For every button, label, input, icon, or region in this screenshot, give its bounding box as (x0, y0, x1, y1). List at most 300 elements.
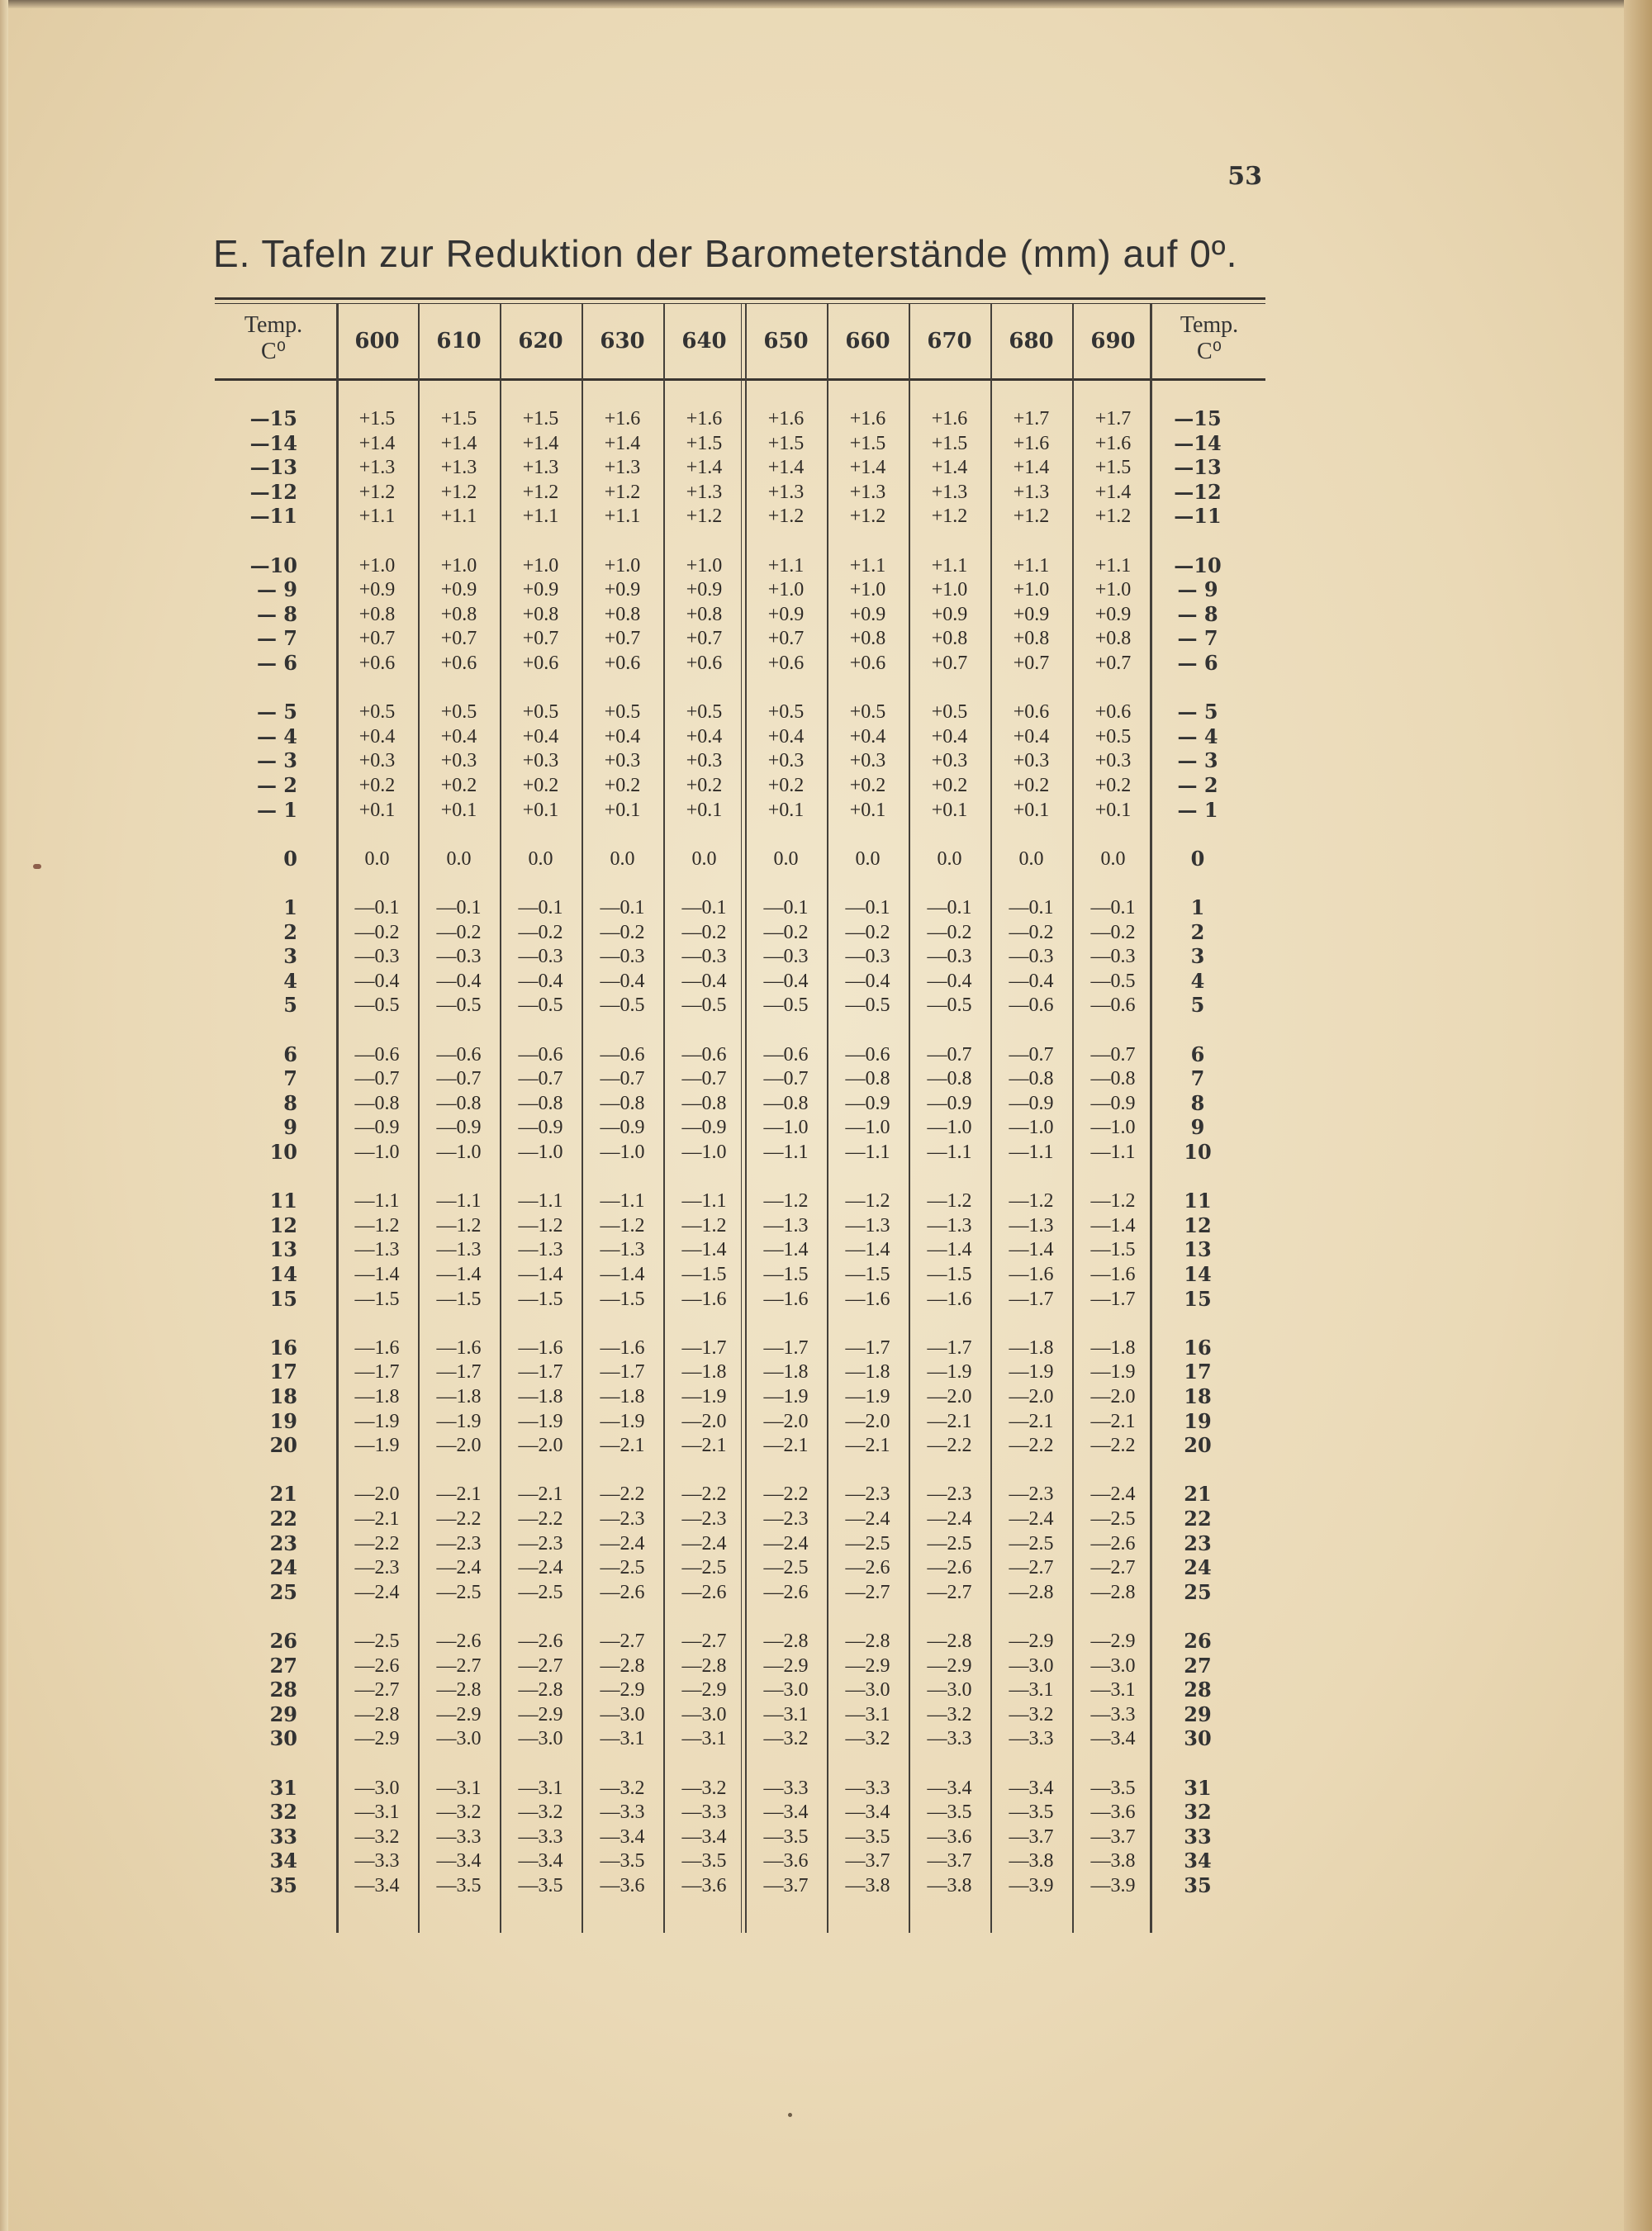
temp-label-right: — 4 (1177, 724, 1218, 748)
correction-value: —0.2 (354, 921, 400, 943)
temp-label-left: 21 (269, 1482, 297, 1507)
temp-label-left: 22 (269, 1507, 297, 1531)
correction-value: —1.7 (845, 1336, 890, 1359)
correction-value: —2.7 (681, 1631, 727, 1652)
correction-value: —0.7 (927, 1043, 972, 1066)
correction-value: —0.1 (354, 897, 400, 919)
correction-value: —0.6 (436, 1043, 482, 1066)
correction-value: +1.1 (767, 554, 805, 577)
correction-value: —3.4 (681, 1825, 727, 1848)
correction-value: 0.0 (691, 847, 717, 870)
correction-value: —1.3 (1009, 1214, 1054, 1237)
correction-value: —2.3 (436, 1532, 482, 1555)
correction-value: —2.9 (1009, 1631, 1054, 1652)
correction-value: +0.3 (1094, 750, 1132, 772)
correction-value: +0.3 (522, 750, 559, 772)
table-row (0, 651, 1652, 676)
correction-value: —3.1 (600, 1728, 645, 1750)
temp-label-left: 0 (283, 846, 297, 871)
correction-value: —1.0 (518, 1142, 563, 1163)
correction-value: —2.6 (1090, 1532, 1136, 1555)
correction-value: —0.7 (354, 1068, 400, 1090)
correction-value: —1.2 (927, 1190, 972, 1213)
correction-value: +1.4 (522, 432, 559, 454)
correction-value: —1.8 (681, 1361, 727, 1384)
temp-label-right: 4 (1190, 968, 1205, 993)
correction-value: +0.5 (440, 701, 477, 724)
correction-value: —1.5 (436, 1288, 482, 1310)
table-row (0, 1262, 1652, 1287)
correction-value: —3.9 (1009, 1875, 1054, 1896)
correction-value: —3.7 (927, 1850, 972, 1873)
correction-value: +1.4 (767, 457, 805, 479)
correction-value: +1.5 (686, 432, 723, 454)
correction-value: —2.3 (681, 1508, 727, 1530)
correction-value: —0.9 (845, 1092, 890, 1114)
correction-value: +0.2 (686, 775, 723, 796)
correction-value: +0.2 (1094, 775, 1132, 796)
correction-value: —1.6 (681, 1288, 727, 1310)
correction-value: —1.4 (518, 1264, 563, 1285)
correction-value: —3.3 (518, 1825, 563, 1848)
correction-value: —1.7 (518, 1361, 563, 1384)
correction-value: —0.8 (1090, 1068, 1136, 1090)
correction-value: +0.5 (767, 701, 805, 724)
correction-value: 0.0 (1100, 847, 1126, 870)
temp-label-right: — 5 (1177, 700, 1218, 724)
table-row (0, 1654, 1652, 1678)
correction-value: —1.0 (436, 1142, 482, 1163)
correction-value: —0.3 (763, 946, 809, 968)
correction-value: —0.7 (763, 1068, 809, 1090)
correction-value: —1.7 (600, 1361, 645, 1384)
ink-dot (788, 2113, 792, 2117)
correction-value: +1.1 (849, 554, 886, 577)
correction-value: —2.6 (354, 1654, 400, 1677)
correction-value: +1.1 (440, 506, 477, 528)
temp-label-left: 13 (269, 1237, 297, 1262)
correction-value: +0.9 (604, 579, 641, 601)
table-row (0, 1091, 1652, 1116)
correction-value: —0.5 (436, 994, 482, 1017)
temp-label-left: — 8 (256, 601, 297, 626)
temp-label-right: 7 (1190, 1066, 1205, 1091)
correction-value: +1.7 (1013, 408, 1050, 430)
correction-value: —0.2 (845, 921, 890, 943)
correction-value: +0.8 (849, 628, 886, 650)
correction-value: —2.1 (518, 1483, 563, 1506)
temp-label-right: 11 (1184, 1189, 1212, 1213)
correction-value: +1.0 (522, 554, 559, 577)
correction-value: —0.1 (1090, 897, 1136, 919)
temp-label-right: 16 (1184, 1335, 1212, 1360)
correction-value: 0.0 (528, 847, 553, 870)
correction-value: +0.2 (358, 775, 396, 796)
correction-value: +0.4 (358, 725, 396, 748)
correction-value: +1.2 (1013, 506, 1050, 528)
pressure-column-header: 650 (763, 329, 809, 354)
correction-value: —3.4 (1009, 1777, 1054, 1799)
correction-value: —1.9 (600, 1410, 645, 1432)
correction-value: —2.5 (600, 1557, 645, 1579)
correction-value: —1.7 (681, 1336, 727, 1359)
correction-value: +1.5 (849, 432, 886, 454)
correction-value: +0.1 (1013, 799, 1050, 821)
correction-value: —2.3 (927, 1483, 972, 1506)
correction-value: +1.5 (1094, 457, 1132, 479)
correction-value: +0.9 (686, 579, 723, 601)
temp-label-right: —15 (1174, 406, 1222, 430)
correction-value: —0.1 (681, 897, 727, 919)
correction-value: +0.3 (440, 750, 477, 772)
correction-value: +1.1 (1094, 554, 1132, 577)
temp-label-right: 27 (1184, 1653, 1212, 1678)
temp-label-left: — 1 (256, 797, 297, 822)
correction-value: +0.5 (931, 701, 968, 724)
correction-value: —2.6 (681, 1581, 727, 1603)
correction-value: +0.8 (440, 603, 477, 625)
table-row (0, 1066, 1652, 1091)
table-row (0, 1507, 1652, 1531)
temp-label-left: —11 (249, 504, 297, 529)
correction-value: +0.2 (849, 775, 886, 796)
correction-value: —1.1 (845, 1142, 890, 1163)
correction-value: +1.3 (1013, 481, 1050, 503)
correction-value: —2.9 (681, 1679, 727, 1702)
correction-value: —2.4 (763, 1532, 809, 1555)
correction-value: —2.7 (518, 1654, 563, 1677)
correction-value: +0.9 (522, 579, 559, 601)
correction-value: —1.8 (1009, 1336, 1054, 1359)
correction-value: —3.5 (1009, 1801, 1054, 1824)
correction-value: —2.7 (1090, 1557, 1136, 1579)
correction-value: —2.9 (845, 1654, 890, 1677)
temp-label-left: 29 (269, 1702, 297, 1726)
correction-value: —2.0 (1090, 1386, 1136, 1407)
correction-value: —1.5 (1090, 1239, 1136, 1261)
correction-value: —1.2 (1009, 1190, 1054, 1213)
correction-value: —2.6 (845, 1557, 890, 1579)
temp-label-left: 8 (283, 1090, 297, 1115)
correction-value: +0.3 (358, 750, 396, 772)
correction-value: —3.0 (518, 1728, 563, 1750)
correction-value: —0.5 (681, 994, 727, 1017)
correction-value: —1.3 (600, 1239, 645, 1261)
table-row (0, 1336, 1652, 1360)
correction-value: —1.2 (1090, 1190, 1136, 1213)
correction-value: —0.2 (600, 921, 645, 943)
temp-label-right: — 1 (1177, 797, 1218, 822)
correction-value: —0.1 (845, 897, 890, 919)
correction-value: —1.0 (927, 1117, 972, 1139)
correction-value: —0.8 (518, 1092, 563, 1114)
correction-value: —0.3 (1009, 946, 1054, 968)
table-row (0, 724, 1652, 749)
correction-value: —1.8 (518, 1386, 563, 1407)
correction-value: +1.0 (440, 554, 477, 577)
correction-value: —1.8 (1090, 1336, 1136, 1359)
correction-value: +0.7 (604, 628, 641, 650)
correction-value: —1.4 (1009, 1239, 1054, 1261)
correction-value: +0.7 (358, 628, 396, 650)
temp-label-left: 20 (269, 1433, 297, 1458)
correction-value: —1.5 (927, 1264, 972, 1285)
correction-value: —2.9 (1090, 1631, 1136, 1652)
correction-value: +0.8 (1013, 628, 1050, 650)
table-heading: E. Tafeln zur Reduktion der Barometerstände (mm) auf 0º. (213, 232, 1238, 275)
temp-label-left: — 3 (256, 748, 297, 773)
correction-value: —3.6 (927, 1825, 972, 1848)
correction-value: —0.7 (436, 1068, 482, 1090)
table-row (0, 1042, 1652, 1067)
pressure-column-header: 600 (354, 329, 400, 354)
correction-value: —0.6 (518, 1043, 563, 1066)
table-row (0, 798, 1652, 823)
correction-value: —3.8 (845, 1875, 890, 1896)
pressure-column-header: 620 (518, 329, 563, 354)
correction-value: +0.1 (604, 799, 641, 821)
correction-value: —2.6 (600, 1581, 645, 1603)
correction-value: —0.4 (845, 970, 890, 992)
correction-value: —1.1 (354, 1190, 400, 1213)
correction-value: —3.0 (927, 1679, 972, 1702)
correction-value: —3.1 (1090, 1679, 1136, 1702)
correction-value: —2.8 (354, 1703, 400, 1725)
table-row (0, 1849, 1652, 1873)
correction-value: —2.3 (518, 1532, 563, 1555)
correction-value: —3.1 (436, 1777, 482, 1799)
correction-value: +0.9 (358, 579, 396, 601)
temp-label-left: 27 (269, 1653, 297, 1678)
correction-value: —0.5 (763, 994, 809, 1017)
correction-value: —3.0 (845, 1679, 890, 1702)
correction-value: +1.6 (1013, 432, 1050, 454)
correction-value: —0.9 (927, 1092, 972, 1114)
correction-value: —2.2 (1090, 1435, 1136, 1457)
temp-label-right: — 6 (1177, 651, 1218, 675)
correction-value: +0.3 (767, 750, 805, 772)
correction-value: —2.0 (681, 1410, 727, 1432)
correction-value: —1.5 (600, 1288, 645, 1310)
correction-value: +0.1 (1094, 799, 1132, 821)
correction-value: —1.6 (600, 1336, 645, 1359)
correction-value: —3.1 (845, 1703, 890, 1725)
correction-value: —0.3 (436, 946, 482, 968)
correction-value: —3.2 (600, 1777, 645, 1799)
correction-value: —3.0 (436, 1728, 482, 1750)
correction-value: —2.5 (681, 1557, 727, 1579)
correction-value: —2.4 (354, 1581, 400, 1603)
correction-value: —0.1 (436, 897, 482, 919)
correction-value: +0.4 (1013, 725, 1050, 748)
correction-value: —1.1 (927, 1142, 972, 1163)
table-row (0, 1726, 1652, 1751)
correction-value: —3.7 (845, 1850, 890, 1873)
temp-label-right: 21 (1184, 1482, 1212, 1507)
correction-value: —1.9 (436, 1410, 482, 1432)
temp-label-left: 10 (269, 1140, 297, 1164)
correction-value: —0.2 (763, 921, 809, 943)
correction-value: —2.2 (927, 1435, 972, 1457)
table-row (0, 602, 1652, 627)
correction-value: —3.0 (681, 1703, 727, 1725)
correction-value: —1.5 (763, 1264, 809, 1285)
correction-value: —1.2 (518, 1214, 563, 1237)
correction-value: —0.8 (600, 1092, 645, 1114)
correction-value: —2.8 (518, 1679, 563, 1702)
correction-value: —3.2 (845, 1728, 890, 1750)
temp-label-left: 33 (269, 1824, 297, 1849)
temp-label-left: 4 (283, 968, 297, 993)
correction-value: —2.2 (600, 1483, 645, 1506)
correction-value: +0.6 (849, 653, 886, 674)
correction-value: —3.3 (600, 1801, 645, 1824)
correction-value: —0.8 (436, 1092, 482, 1114)
correction-value: —2.3 (354, 1557, 400, 1579)
correction-value: —3.2 (681, 1777, 727, 1799)
correction-value: —1.7 (436, 1361, 482, 1384)
correction-value: —1.1 (763, 1142, 809, 1163)
correction-value: —3.7 (1009, 1825, 1054, 1848)
correction-value: +0.3 (931, 750, 968, 772)
correction-value: —3.5 (600, 1850, 645, 1873)
temp-label-right: 23 (1184, 1531, 1212, 1555)
correction-value: +0.4 (849, 725, 886, 748)
correction-value: —3.4 (845, 1801, 890, 1824)
table-row (0, 847, 1652, 871)
correction-value: —1.8 (600, 1386, 645, 1407)
correction-value: —3.2 (518, 1801, 563, 1824)
correction-value: +0.6 (440, 653, 477, 674)
correction-value: —3.3 (763, 1777, 809, 1799)
temp-label-right: —10 (1174, 553, 1222, 577)
correction-value: —3.2 (763, 1728, 809, 1750)
correction-value: +1.5 (440, 408, 477, 430)
correction-value: +1.3 (358, 457, 396, 479)
correction-value: —3.6 (600, 1875, 645, 1896)
correction-value: —3.6 (1090, 1801, 1136, 1824)
correction-value: +0.7 (686, 628, 723, 650)
correction-value: +1.0 (358, 554, 396, 577)
correction-value: —1.9 (518, 1410, 563, 1432)
correction-value: —3.5 (1090, 1777, 1136, 1799)
temp-label-left: 17 (269, 1360, 297, 1384)
correction-value: +0.7 (440, 628, 477, 650)
correction-value: —0.5 (927, 994, 972, 1017)
page-number: 53 (1227, 162, 1262, 191)
correction-value: +0.5 (686, 701, 723, 724)
correction-value: —3.1 (518, 1777, 563, 1799)
correction-value: —2.1 (354, 1508, 400, 1530)
correction-value: —3.4 (763, 1801, 809, 1824)
temp-label-left: 24 (269, 1555, 297, 1580)
correction-value: —0.3 (518, 946, 563, 968)
correction-value: —2.3 (845, 1483, 890, 1506)
correction-value: —3.5 (927, 1801, 972, 1824)
temp-label-right: 24 (1184, 1555, 1212, 1580)
correction-value: —1.4 (681, 1239, 727, 1261)
temp-label-right: 6 (1190, 1042, 1205, 1066)
temp-label-left: 14 (269, 1262, 297, 1286)
temp-header-right-line2: C⁰ (1197, 339, 1222, 364)
correction-value: +1.3 (767, 481, 805, 503)
correction-value: +0.7 (522, 628, 559, 650)
correction-value: —1.0 (600, 1142, 645, 1163)
temp-header-right-line1: Temp. (1180, 312, 1239, 338)
correction-value: —2.6 (927, 1557, 972, 1579)
pressure-column-header: 630 (600, 329, 645, 354)
correction-value: —3.1 (681, 1728, 727, 1750)
correction-value: —0.9 (1090, 1092, 1136, 1114)
correction-value: —0.2 (1090, 921, 1136, 943)
correction-value: +0.8 (931, 628, 968, 650)
correction-value: —0.1 (600, 897, 645, 919)
correction-value: —2.7 (845, 1581, 890, 1603)
temp-label-right: — 3 (1177, 748, 1218, 773)
table-row (0, 1776, 1652, 1801)
correction-value: —1.4 (845, 1239, 890, 1261)
correction-value: —0.7 (600, 1068, 645, 1090)
correction-value: —3.5 (436, 1875, 482, 1896)
temp-label-left: — 4 (256, 724, 297, 748)
correction-value: +1.3 (849, 481, 886, 503)
table-row (0, 1409, 1652, 1434)
temp-label-left: 12 (269, 1213, 297, 1237)
correction-value: +0.9 (849, 603, 886, 625)
temp-label-left: 3 (283, 944, 297, 969)
correction-value: —0.6 (354, 1043, 400, 1066)
correction-value: +1.3 (686, 481, 723, 503)
correction-value: +0.1 (522, 799, 559, 821)
temp-label-left: 31 (269, 1775, 297, 1800)
correction-value: —2.1 (1090, 1410, 1136, 1432)
correction-value: +1.0 (1013, 579, 1050, 601)
correction-value: —1.9 (354, 1410, 400, 1432)
correction-value: —1.6 (763, 1288, 809, 1310)
table-row (0, 773, 1652, 798)
correction-value: —0.6 (845, 1043, 890, 1066)
temp-label-left: —13 (249, 455, 297, 480)
correction-value: —0.2 (927, 921, 972, 943)
temp-label-left: 18 (269, 1384, 297, 1408)
correction-value: —0.3 (600, 946, 645, 968)
correction-value: +1.0 (849, 579, 886, 601)
correction-value: +1.2 (440, 481, 477, 503)
correction-value: +0.8 (1094, 628, 1132, 650)
correction-value: —1.8 (845, 1361, 890, 1384)
correction-value: +0.7 (1013, 653, 1050, 674)
correction-value: —0.4 (1009, 970, 1054, 992)
temp-label-right: 3 (1190, 944, 1205, 969)
correction-value: —2.8 (845, 1631, 890, 1652)
temp-label-right: 29 (1184, 1702, 1212, 1726)
correction-value: +1.4 (1013, 457, 1050, 479)
correction-value: +0.2 (767, 775, 805, 796)
pressure-column-header: 660 (845, 329, 890, 354)
temp-label-right: 19 (1184, 1408, 1212, 1433)
correction-value: —2.5 (354, 1631, 400, 1652)
correction-value: +0.1 (440, 799, 477, 821)
correction-value: —3.0 (763, 1679, 809, 1702)
correction-value: +1.3 (440, 457, 477, 479)
correction-value: +1.0 (686, 554, 723, 577)
correction-value: —2.1 (927, 1410, 972, 1432)
table-row (0, 577, 1652, 602)
table-row (0, 969, 1652, 994)
correction-value: —3.4 (354, 1875, 400, 1896)
pressure-column-header: 640 (681, 329, 727, 354)
temp-label-right: 12 (1184, 1213, 1212, 1237)
